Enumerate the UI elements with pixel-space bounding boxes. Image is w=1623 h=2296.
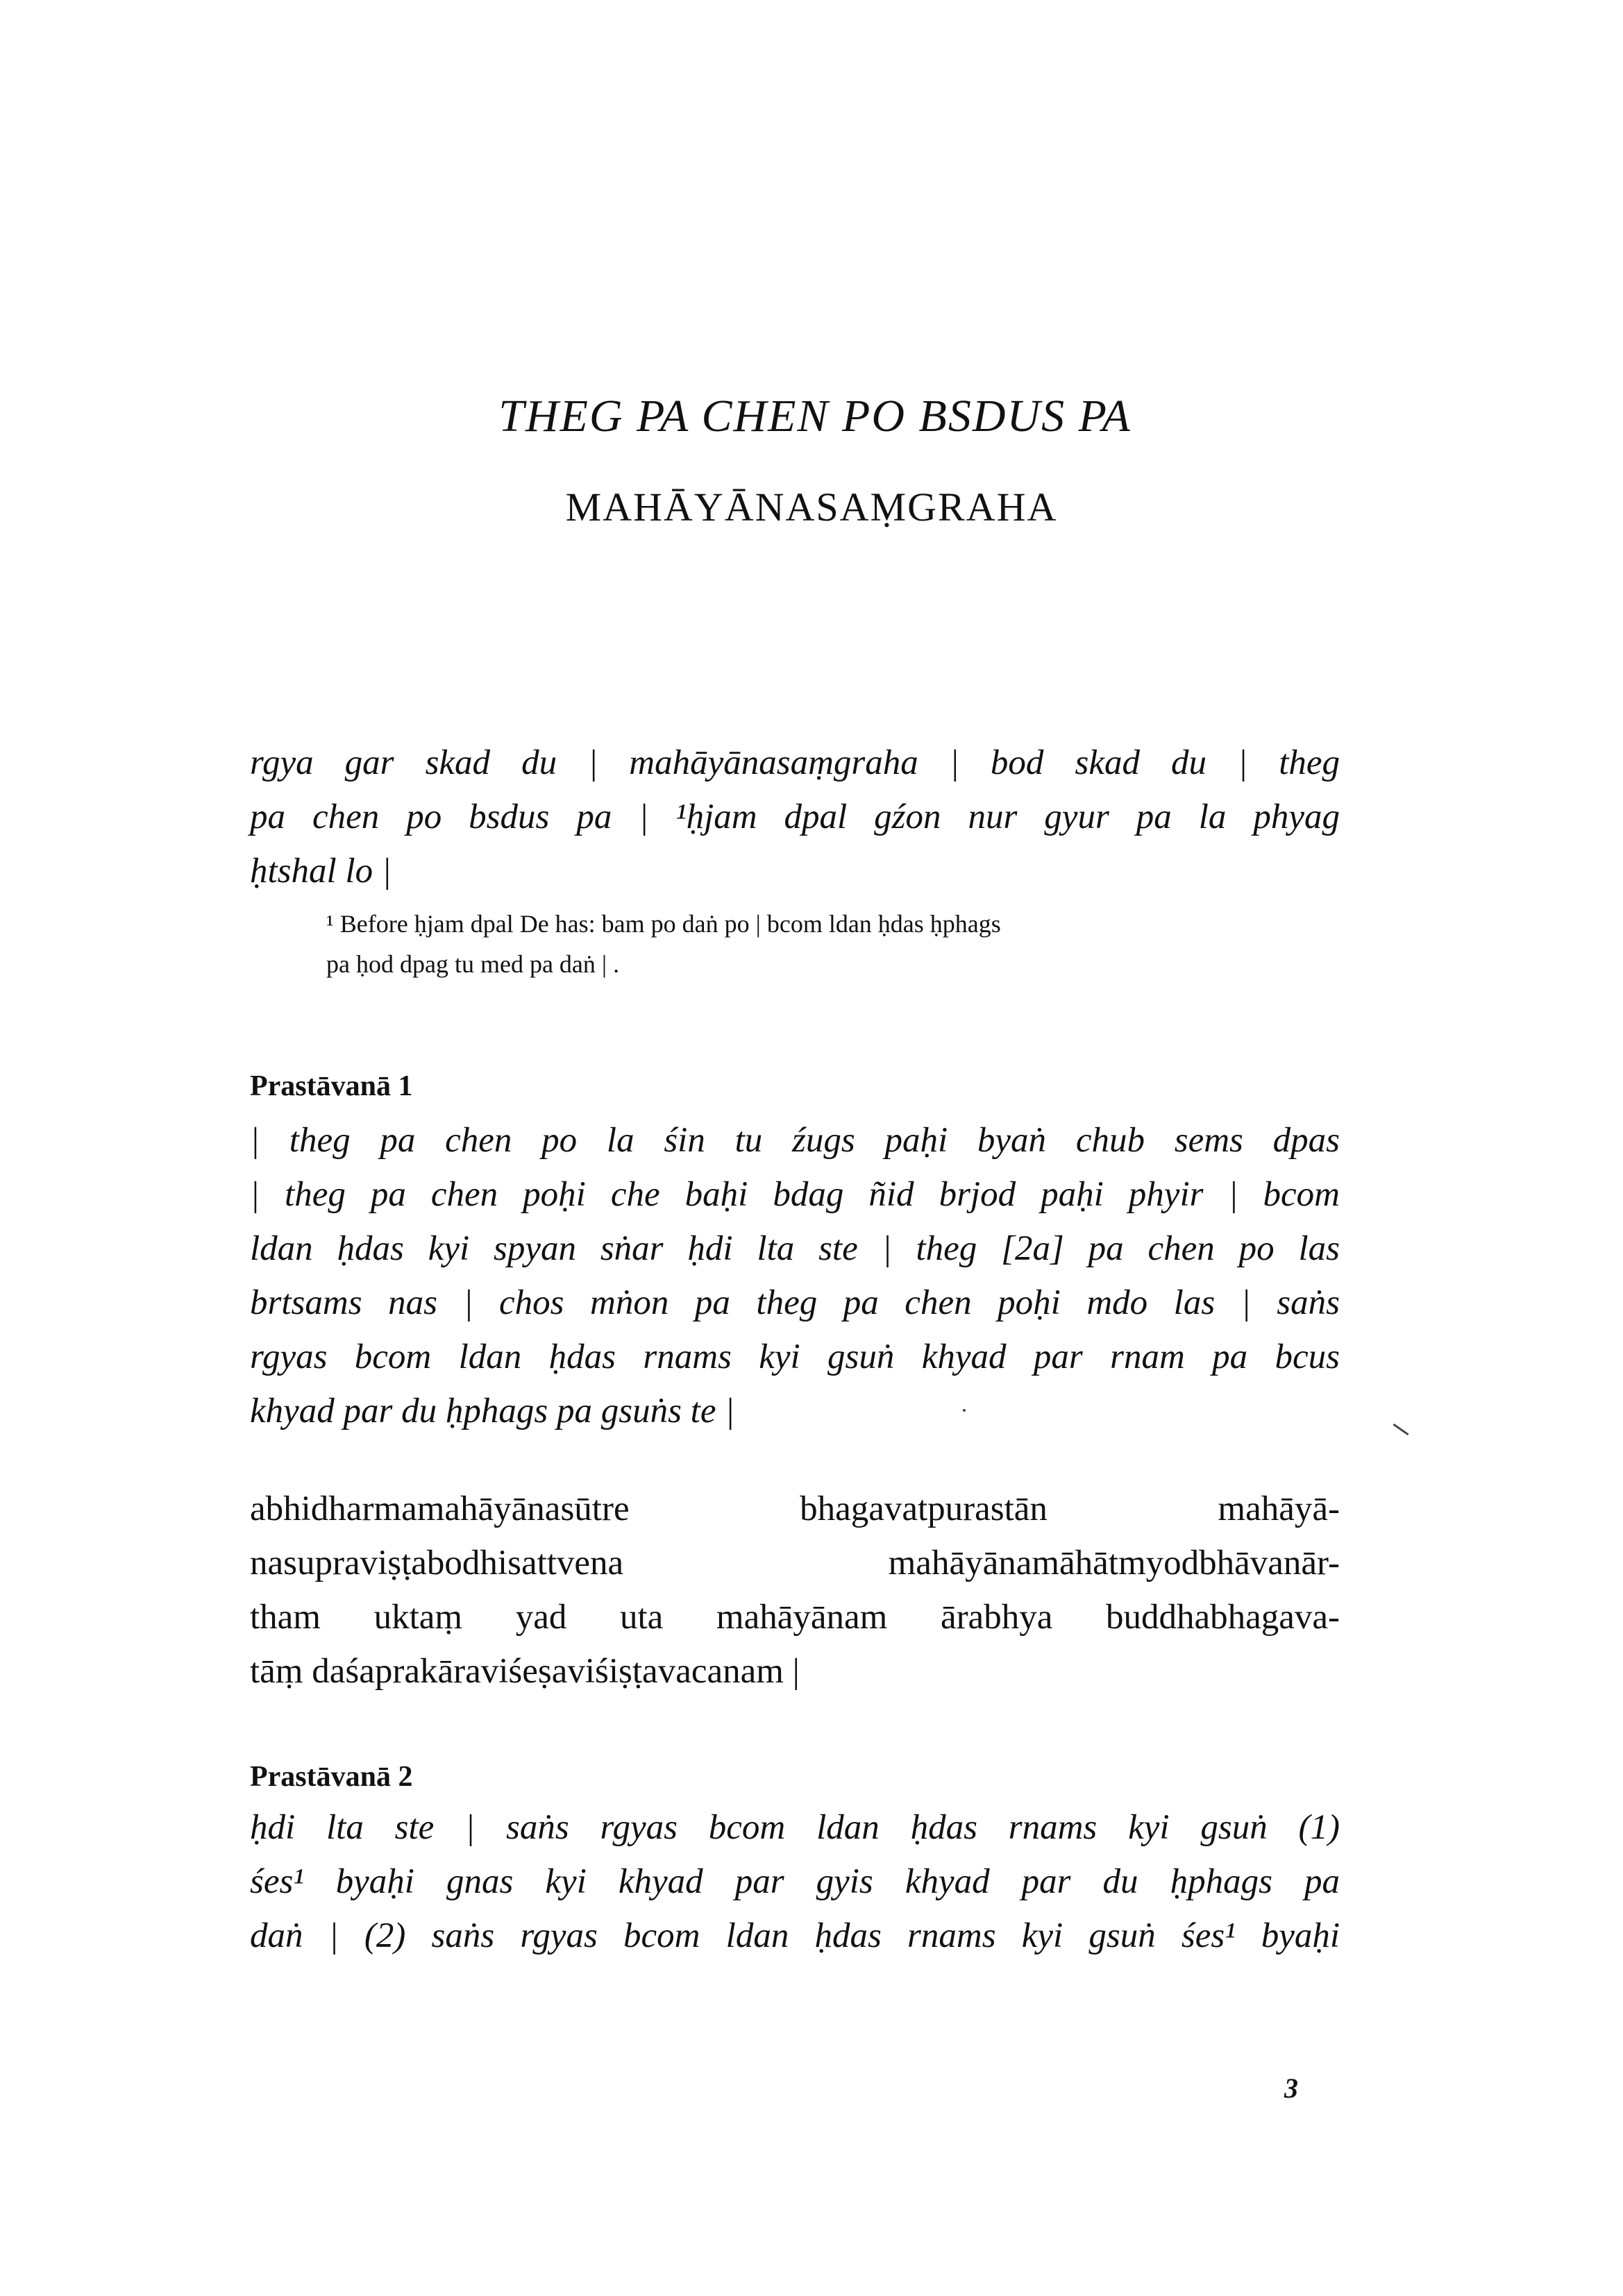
tibetan-line: | theg pa chen poḥi che baḥi bdag ñid brjod paḥi phyir | bcom xyxy=(250,1175,1340,1214)
sanskrit-line: nasupraviṣṭabodhisattvena mahāyānamāhātmyodbhāvanār- xyxy=(250,1544,1340,1582)
section1-sanskrit xyxy=(250,1482,1340,1698)
section-heading-2: Prastāvanā 2 xyxy=(250,1761,413,1793)
intro-line: pa chen po bsdus pa | ¹ḥjam dpal gźon nur gyur pa la phyag xyxy=(250,797,1340,836)
intro-paragraph xyxy=(250,736,1340,898)
sanskrit-line: tāṃ daśaprakāraviśeṣaviśiṣṭavacanam | xyxy=(250,1652,800,1691)
scan-speck xyxy=(963,1409,966,1412)
section1-tibetan xyxy=(250,1113,1340,1438)
tibetan-line: śes¹ byaḥi gnas kyi khyad par gyis khyad par du ḥphags pa xyxy=(250,1862,1340,1901)
section-heading-1: Prastāvanā 1 xyxy=(250,1070,413,1102)
intro-line: rgya gar skad du | mahāyānasaṃgraha | bod skad du | theg xyxy=(250,743,1340,782)
footnote-line: ¹ Before ḥjam dpal De has: bam po daṅ po | bcom ldan ḥdas ḥphags xyxy=(326,910,1001,938)
intro-line: ḥtshal lo | xyxy=(250,852,392,890)
sanskrit-line: abhidharmamahāyānasūtre bhagavatpurastān mahāyā- xyxy=(250,1489,1340,1528)
section2-tibetan xyxy=(250,1800,1340,1963)
scan-mark xyxy=(1393,1424,1408,1435)
sanskrit-line: tham uktaṃ yad uta mahāyānam ārabhya buddhabhagava- xyxy=(250,1598,1340,1637)
title-sanskrit: MAHĀYĀNASAṂGRAHA xyxy=(565,484,1058,530)
title-block xyxy=(0,389,1623,532)
tibetan-line: rgyas bcom ldan ḥdas rnams kyi gsuṅ khyad par rnam pa bcus xyxy=(250,1337,1340,1376)
tibetan-line: daṅ | (2) saṅs rgyas bcom ldan ḥdas rnams kyi gsuṅ śes¹ byaḥi xyxy=(250,1916,1340,1955)
tibetan-line: | theg pa chen po la śin tu źugs paḥi byaṅ chub sems dpas xyxy=(250,1121,1340,1160)
footnote-line: pa ḥod dpag tu med pa daṅ | . xyxy=(326,950,620,978)
tibetan-line: brtsams nas | chos mṅon pa theg pa chen poḥi mdo las | saṅs xyxy=(250,1283,1340,1322)
tibetan-line: ldan ḥdas kyi spyan sṅar ḥdi lta ste | theg [2a] pa chen po las xyxy=(250,1229,1340,1268)
title-tibetan: THEG PA CHEN PO BSDUS PA xyxy=(498,391,1132,441)
tibetan-line: ḥdi lta ste | saṅs rgyas bcom ldan ḥdas rnams kyi gsuṅ (1) xyxy=(250,1808,1340,1847)
footnote xyxy=(250,904,1416,984)
tibetan-line: khyad par du ḥphags pa gsuṅs te | xyxy=(250,1392,735,1430)
page-number: 3 xyxy=(1284,2073,1298,2104)
